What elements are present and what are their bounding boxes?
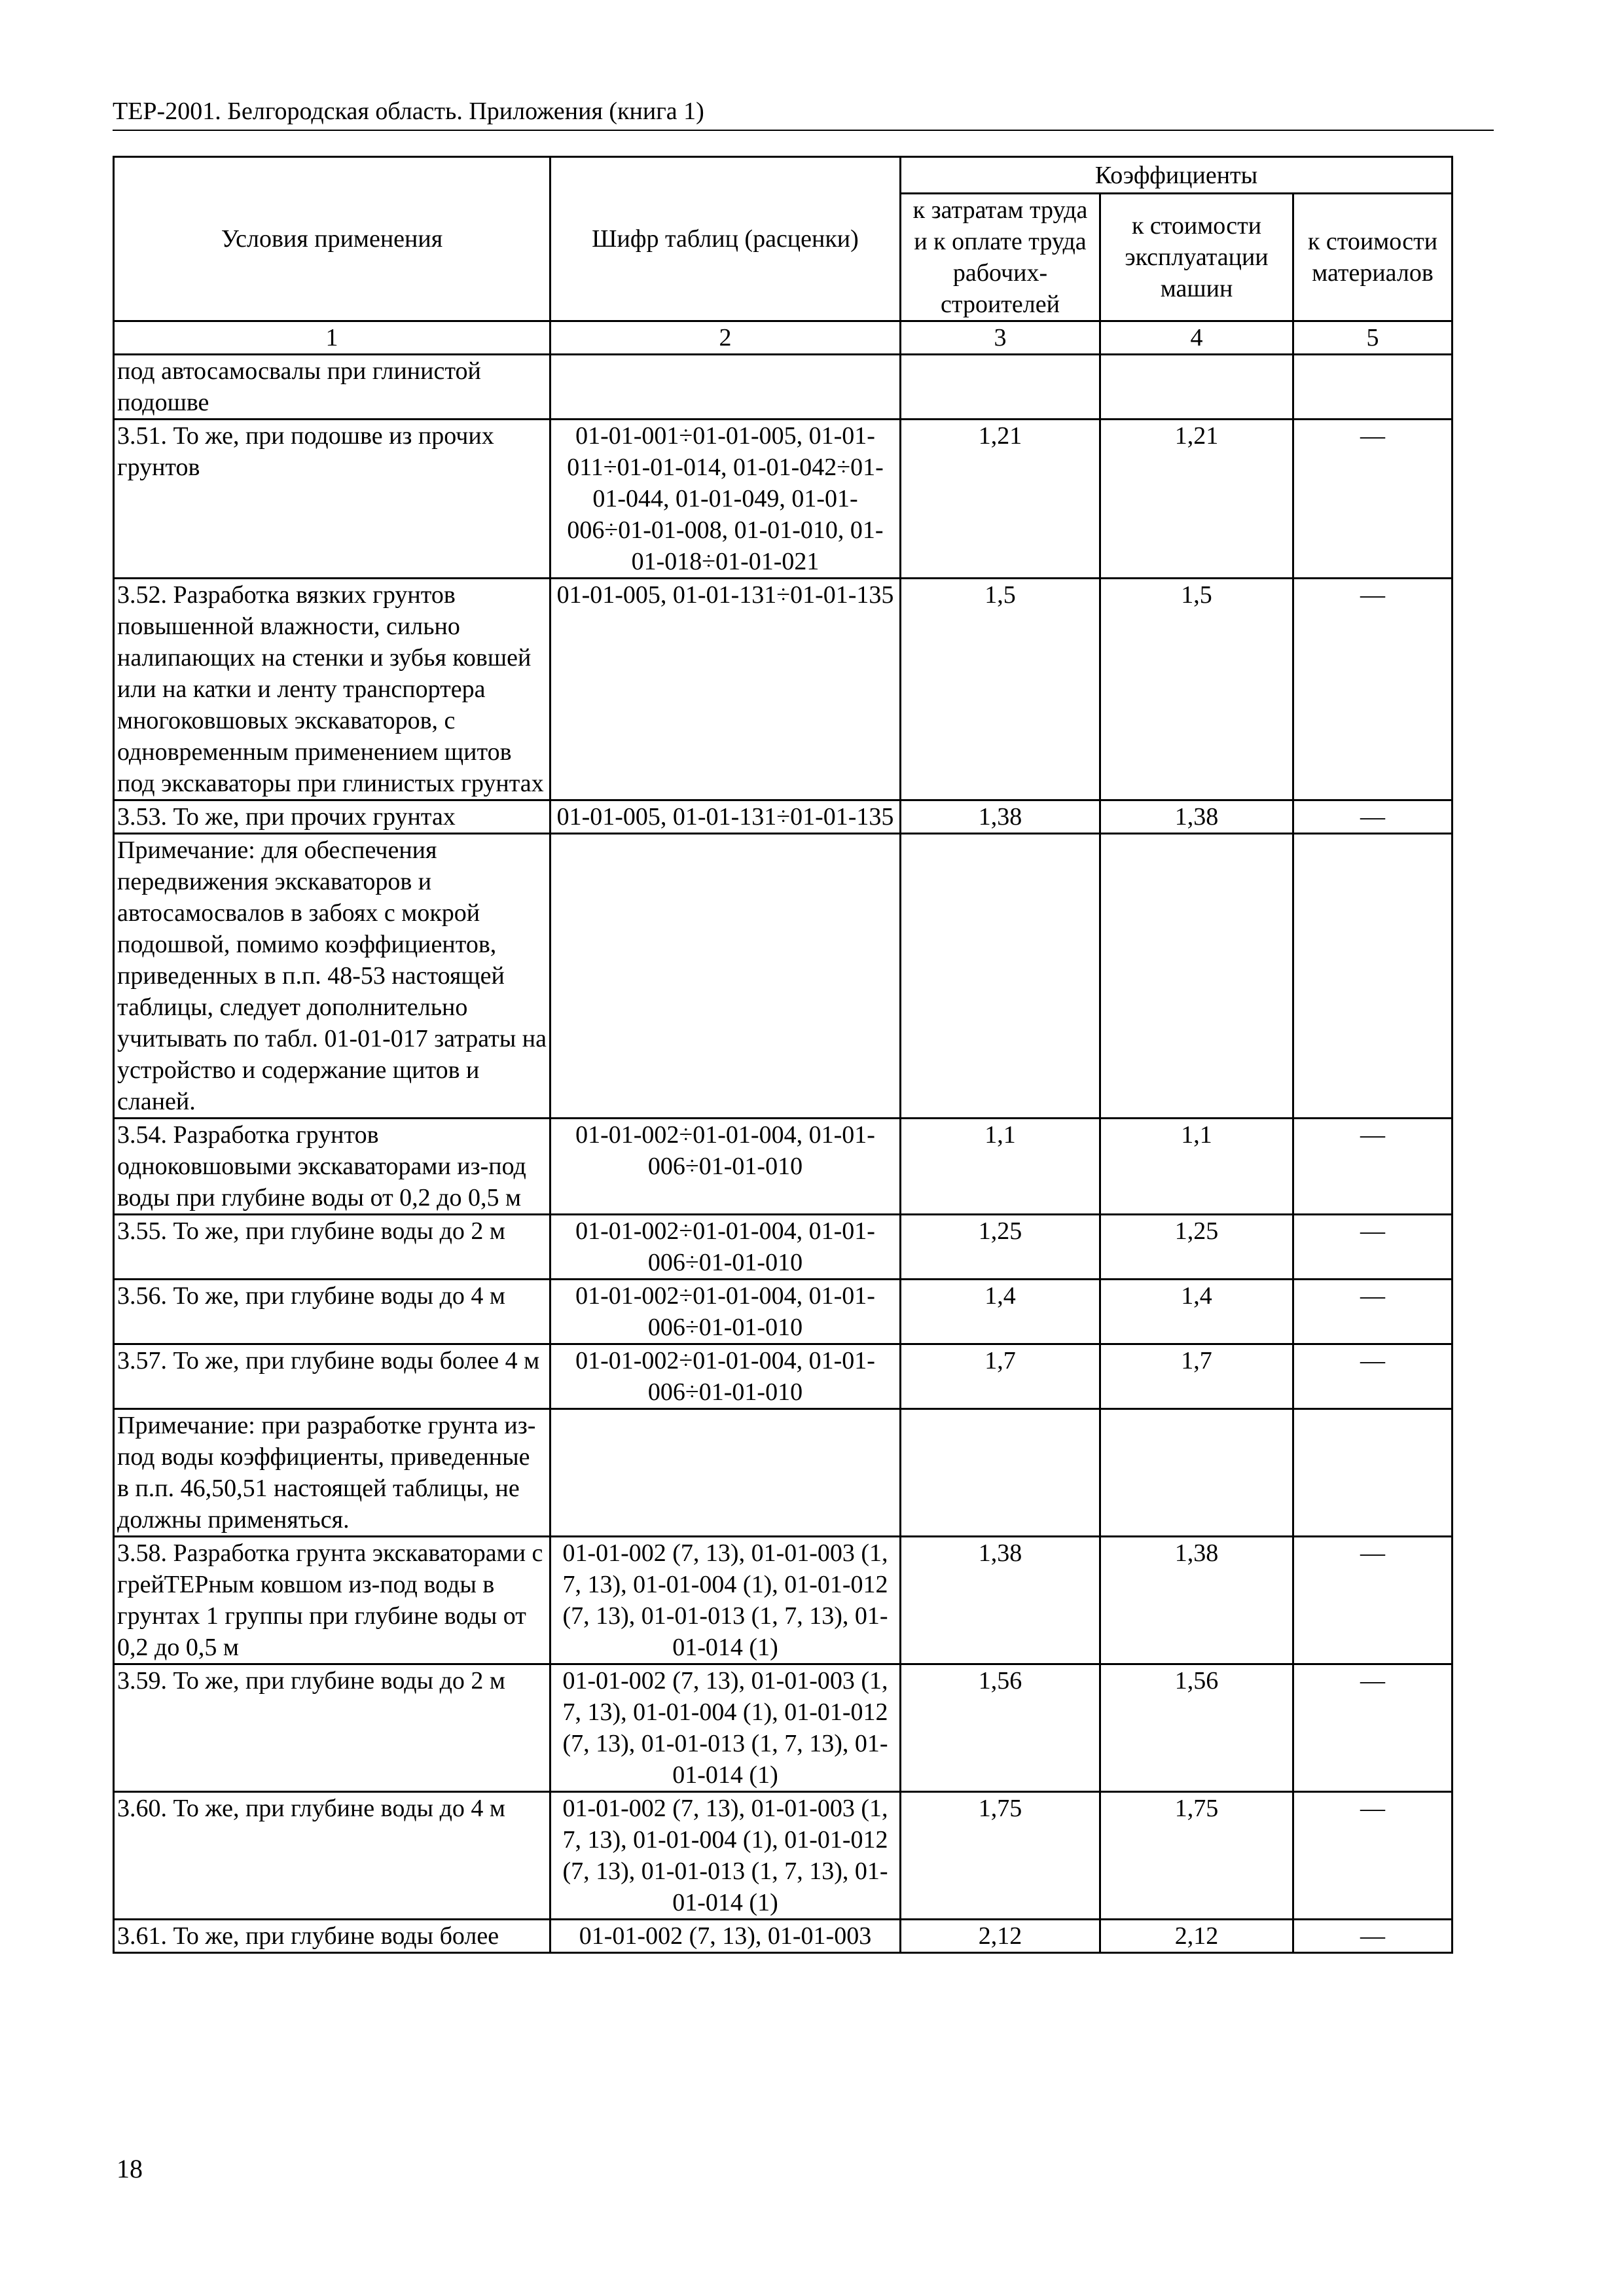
column-number-cell: 3: [901, 321, 1100, 355]
table-row: [114, 1409, 1453, 1537]
materials-coefficient-cell: —: [1293, 1280, 1453, 1344]
coefficients-table: [113, 156, 1453, 1954]
table-row: [114, 1792, 1453, 1920]
materials-coefficient-cell: —: [1293, 1664, 1453, 1792]
header-machines: к стоимости эксплуатации машин: [1100, 194, 1293, 321]
table-row: [114, 1119, 1453, 1215]
cipher-cell: 01-01-001÷01-01-005, 01-01-011÷01-01-014, 01-01-042÷01-01-044, 01-01-049, 01-01-006÷01-01-008, 01-01-010, 01-01-018÷01-01-021: [550, 420, 901, 579]
cipher-cell: [550, 1409, 901, 1537]
header-materials: к стоимости материалов: [1293, 194, 1453, 321]
table-row: [114, 579, 1453, 800]
conditions-cell: 3.51. То же, при подошве из прочих грунтов: [114, 420, 550, 579]
cipher-cell: 01-01-002÷01-01-004, 01-01-006÷01-01-010: [550, 1280, 901, 1344]
labor-coefficient-cell: 1,21: [901, 420, 1100, 579]
header-labor: к затратам труда и к оплате труда рабочих-строителей: [901, 194, 1100, 321]
conditions-cell: 3.57. То же, при глубине воды более 4 м: [114, 1344, 550, 1409]
column-numbers-row: [114, 321, 1453, 355]
labor-coefficient-cell: 2,12: [901, 1920, 1100, 1953]
materials-coefficient-cell: —: [1293, 1119, 1453, 1215]
cipher-cell: 01-01-002 (7, 13), 01-01-003 (1, 7, 13), 01-01-004 (1), 01-01-012 (7, 13), 01-01-013 (1, 7, 13), 01-01-014 (1): [550, 1537, 901, 1664]
machines-coefficient-cell: 1,4: [1100, 1280, 1293, 1344]
conditions-cell: 3.60. То же, при глубине воды до 4 м: [114, 1792, 550, 1920]
materials-coefficient-cell: —: [1293, 579, 1453, 800]
labor-coefficient-cell: 1,25: [901, 1215, 1100, 1280]
conditions-cell: 3.55. То же, при глубине воды до 2 м: [114, 1215, 550, 1280]
conditions-cell: 3.54. Разработка грунтов одноковшовыми экскаваторами из-под воды при глубине воды от 0,2 до 0,5 м: [114, 1119, 550, 1215]
labor-coefficient-cell: 1,75: [901, 1792, 1100, 1920]
conditions-cell: Примечание: при разработке грунта из-под воды коэффициенты, приведенные в п.п. 46,50,51 настоящей таблицы, не должны применяться.: [114, 1409, 550, 1537]
table-row: [114, 800, 1453, 834]
column-number-cell: 4: [1100, 321, 1293, 355]
materials-coefficient-cell: —: [1293, 1792, 1453, 1920]
table-row: [114, 1537, 1453, 1664]
materials-coefficient-cell: —: [1293, 1344, 1453, 1409]
materials-coefficient-cell: —: [1293, 800, 1453, 834]
cipher-cell: 01-01-002 (7, 13), 01-01-003 (1, 7, 13), 01-01-004 (1), 01-01-012 (7, 13), 01-01-013 (1, 7, 13), 01-01-014 (1): [550, 1792, 901, 1920]
cipher-cell: 01-01-002 (7, 13), 01-01-003: [550, 1920, 901, 1953]
conditions-cell: под автосамосвалы при глинистой подошве: [114, 355, 550, 420]
table-row: [114, 1280, 1453, 1344]
conditions-cell: 3.61. То же, при глубине воды более: [114, 1920, 550, 1953]
table-body: [114, 355, 1453, 1953]
materials-coefficient-cell: —: [1293, 1920, 1453, 1953]
column-number-cell: 5: [1293, 321, 1453, 355]
machines-coefficient-cell: [1100, 355, 1293, 420]
labor-coefficient-cell: 1,4: [901, 1280, 1100, 1344]
header-coefficients: Коэффициенты: [901, 157, 1453, 194]
cipher-cell: [550, 834, 901, 1119]
materials-coefficient-cell: —: [1293, 420, 1453, 579]
cipher-cell: 01-01-005, 01-01-131÷01-01-135: [550, 800, 901, 834]
machines-coefficient-cell: 1,1: [1100, 1119, 1293, 1215]
machines-coefficient-cell: 1,5: [1100, 579, 1293, 800]
conditions-cell: 3.53. То же, при прочих грунтах: [114, 800, 550, 834]
machines-coefficient-cell: 2,12: [1100, 1920, 1293, 1953]
column-number-cell: 2: [550, 321, 901, 355]
table-row: [114, 1215, 1453, 1280]
conditions-cell: 3.52. Разработка вязких грунтов повышенной влажности, сильно налипающих на стенки и зубья ковшей или на катки и ленту транспортера многоковшовых экскаваторов, с одновременным применением щитов под экскаваторы при глинистых грунтах: [114, 579, 550, 800]
labor-coefficient-cell: 1,38: [901, 800, 1100, 834]
table-row: [114, 1664, 1453, 1792]
table-row: [114, 1920, 1453, 1953]
machines-coefficient-cell: 1,25: [1100, 1215, 1293, 1280]
header-cipher: Шифр таблиц (расценки): [550, 157, 901, 321]
materials-coefficient-cell: [1293, 355, 1453, 420]
machines-coefficient-cell: 1,56: [1100, 1664, 1293, 1792]
table-row: [114, 420, 1453, 579]
conditions-cell: 3.56. То же, при глубине воды до 4 м: [114, 1280, 550, 1344]
conditions-cell: 3.59. То же, при глубине воды до 2 м: [114, 1664, 550, 1792]
materials-coefficient-cell: —: [1293, 1537, 1453, 1664]
cipher-cell: 01-01-002÷01-01-004, 01-01-006÷01-01-010: [550, 1344, 901, 1409]
machines-coefficient-cell: [1100, 1409, 1293, 1537]
conditions-cell: 3.58. Разработка грунта экскаваторами с грейТЕРным ковшом из-под воды в грунтах 1 группы при глубине воды от 0,2 до 0,5 м: [114, 1537, 550, 1664]
machines-coefficient-cell: 1,21: [1100, 420, 1293, 579]
column-number-cell: 1: [114, 321, 550, 355]
table-row: [114, 355, 1453, 420]
labor-coefficient-cell: [901, 355, 1100, 420]
machines-coefficient-cell: 1,38: [1100, 1537, 1293, 1664]
labor-coefficient-cell: 1,56: [901, 1664, 1100, 1792]
machines-coefficient-cell: 1,75: [1100, 1792, 1293, 1920]
header-conditions: Условия применения: [114, 157, 550, 321]
labor-coefficient-cell: 1,7: [901, 1344, 1100, 1409]
labor-coefficient-cell: [901, 1409, 1100, 1537]
machines-coefficient-cell: [1100, 834, 1293, 1119]
cipher-cell: 01-01-002 (7, 13), 01-01-003 (1, 7, 13), 01-01-004 (1), 01-01-012 (7, 13), 01-01-013 (1, 7, 13), 01-01-014 (1): [550, 1664, 901, 1792]
materials-coefficient-cell: [1293, 1409, 1453, 1537]
cipher-cell: 01-01-002÷01-01-004, 01-01-006÷01-01-010: [550, 1119, 901, 1215]
conditions-cell: Примечание: для обеспечения передвижения экскаваторов и автосамосвалов в забоях с мокрой подошвой, помимо коэффициентов, приведенных в п.п. 48-53 настоящей таблицы, следует дополнительно учитывать по табл. 01-01-017 затраты на устройство и содержание щитов и сланей.: [114, 834, 550, 1119]
cipher-cell: [550, 355, 901, 420]
machines-coefficient-cell: 1,38: [1100, 800, 1293, 834]
table-row: [114, 1344, 1453, 1409]
materials-coefficient-cell: [1293, 834, 1453, 1119]
table-row: [114, 834, 1453, 1119]
labor-coefficient-cell: 1,5: [901, 579, 1100, 800]
labor-coefficient-cell: [901, 834, 1100, 1119]
machines-coefficient-cell: 1,7: [1100, 1344, 1293, 1409]
cipher-cell: 01-01-002÷01-01-004, 01-01-006÷01-01-010: [550, 1215, 901, 1280]
labor-coefficient-cell: 1,38: [901, 1537, 1100, 1664]
labor-coefficient-cell: 1,1: [901, 1119, 1100, 1215]
running-header: ТЕР-2001. Белгородская область. Приложения (книга 1): [113, 96, 1494, 131]
page-number: 18: [117, 2154, 143, 2183]
materials-coefficient-cell: —: [1293, 1215, 1453, 1280]
cipher-cell: 01-01-005, 01-01-131÷01-01-135: [550, 579, 901, 800]
